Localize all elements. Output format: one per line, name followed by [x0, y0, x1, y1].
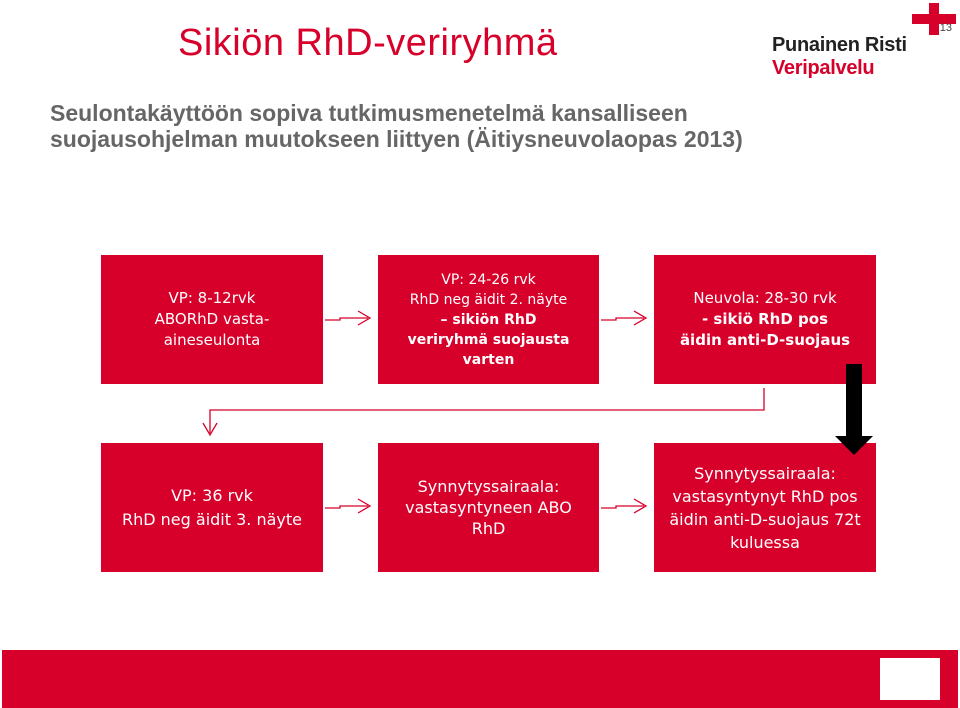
logo-name: Punainen Risti: [772, 34, 907, 56]
footer-bar: [2, 650, 958, 708]
black-down-arrow: [835, 364, 873, 455]
step-2-line-2: RhD neg äidit 2. näyte: [409, 291, 568, 308]
step-6-line-1: Synnytyssairaala:: [694, 463, 836, 483]
subtitle-line-1: Seulontakäyttöön sopiva tutkimusmenetelmä kansalliseen: [50, 100, 688, 126]
step-2-line-1: VP: 24-26 rvk: [441, 271, 536, 288]
step-2-line-3: – sikiön RhD: [440, 311, 537, 328]
step-4-line-2: RhD neg äidit 3. näyte: [122, 509, 302, 529]
step-1-line-1: VP: 8-12rvk: [168, 289, 256, 307]
step-4-line-1: VP: 36 rvk: [171, 485, 253, 505]
arrow-row1-to-row2: [203, 388, 764, 435]
step-1-line-3: aineseulonta: [163, 331, 261, 349]
step-5-line-2: vastasyntyneen ABO: [405, 498, 572, 517]
step-1-line-2: ABORhD vasta-: [154, 310, 270, 328]
step-5-line-3: RhD: [471, 519, 506, 538]
logo-subtitle: Veripalvelu: [772, 57, 875, 79]
page-number: 13: [939, 22, 952, 34]
step-2-line-4: veriryhmä suojausta: [407, 331, 570, 348]
arrow-4-to-5: [325, 499, 370, 513]
step-6-line-3: äidin anti-D-suojaus 72t: [669, 509, 861, 529]
step-2-line-5: varten: [462, 351, 515, 368]
arrow-1-to-2: [325, 311, 370, 325]
arrow-2-to-3: [601, 311, 646, 325]
step-3-line-1: Neuvola: 28-30 rvk: [693, 289, 837, 307]
page-title: Sikiön RhD-veriryhmä: [178, 22, 558, 64]
step-6-line-4: kuluessa: [730, 532, 800, 552]
step-3-line-2: - sikiö RhD pos: [701, 310, 829, 328]
step-5-line-1: Synnytyssairaala:: [417, 477, 560, 496]
arrow-5-to-6: [601, 499, 646, 513]
step-6-line-2: vastasyntynyt RhD pos: [672, 486, 858, 506]
footer-panel: [880, 658, 940, 700]
subtitle-line-2: suojausohjelman muutokseen liittyen (Äitiysneuvolaopas 2013): [50, 126, 743, 152]
step-3-line-3: äidin anti-D-suojaus: [679, 331, 851, 349]
